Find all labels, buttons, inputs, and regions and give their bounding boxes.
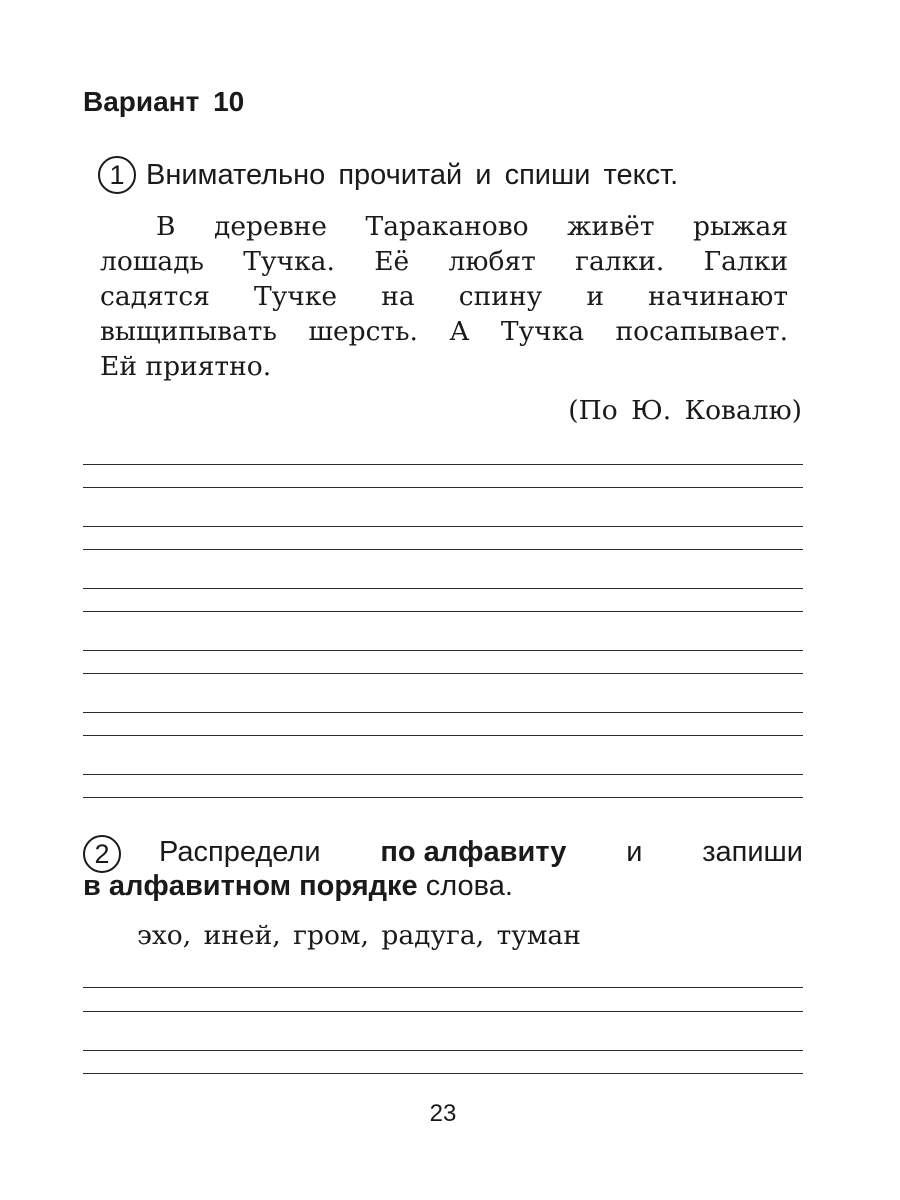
instruction-text: слова. [425, 870, 513, 902]
writing-line [83, 1011, 803, 1012]
writing-line [83, 1050, 803, 1051]
task-number-badge [98, 156, 136, 194]
passage-line: выщипывать шерсть. А Тучка посапывает. [100, 316, 788, 347]
passage-line: лошадь Тучка. Её любят галки. Галки [100, 246, 788, 277]
instruction-text: и [626, 836, 643, 868]
task1-instruction: Внимательно прочитай и спиши текст. [146, 159, 679, 191]
writing-line [83, 1073, 803, 1074]
writing-line [83, 673, 803, 674]
writing-line [83, 549, 803, 550]
task-number: 2 [94, 838, 110, 869]
writing-line [83, 774, 803, 775]
writing-line [83, 987, 803, 988]
passage-line: садятся Тучке на спину и начинают [100, 281, 788, 312]
instruction-emphasis: в алфавитном порядке [83, 870, 418, 902]
passage-line: В деревне Тараканово живёт рыжая [156, 211, 788, 242]
word-list: эхо, иней, гром, радуга, туман [137, 920, 581, 951]
task-number: 1 [109, 159, 125, 190]
writing-line [83, 797, 803, 798]
instruction-emphasis: по алфавиту [380, 836, 567, 868]
writing-line [83, 735, 803, 736]
writing-line [83, 487, 803, 488]
instruction-text: запиши [702, 836, 803, 868]
writing-line [83, 588, 803, 589]
passage-line: Ей приятно. [100, 351, 272, 382]
writing-line [83, 526, 803, 527]
writing-line [83, 464, 803, 465]
page-number: 23 [429, 1100, 457, 1127]
writing-line [83, 650, 803, 651]
reading-passage [100, 209, 788, 384]
writing-line [83, 611, 803, 612]
variant-title: Вариант 10 [83, 86, 245, 117]
writing-line [83, 712, 803, 713]
instruction-text: Распредели [159, 836, 321, 868]
passage-attribution: (По Ю. Ковалю) [568, 395, 802, 426]
task2-instruction [83, 835, 803, 903]
